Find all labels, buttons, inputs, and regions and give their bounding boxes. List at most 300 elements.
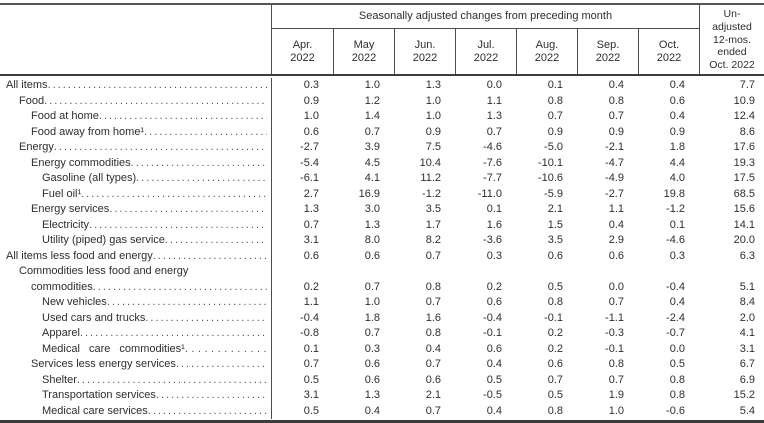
value-cell: -10.6: [537, 172, 563, 184]
value-cell: 0.4: [608, 218, 624, 231]
dot-leader: [93, 280, 267, 296]
row-label: Services less energy services: [31, 358, 176, 370]
value-cell: -4.6: [666, 234, 685, 246]
value-cell: 0.4: [669, 296, 685, 308]
unadjusted-value-cell: 4.1: [739, 327, 755, 339]
value-cell: 0.5: [486, 373, 502, 386]
value-cell: 1.5: [547, 218, 563, 231]
value-cell: 0.4: [486, 404, 502, 417]
row-label-line: [0, 187, 267, 203]
value-cell: 0.2: [303, 280, 319, 293]
row-label-cell: [0, 264, 272, 295]
value-cell: 1.3: [364, 389, 380, 401]
value-cell: 0.5: [669, 358, 685, 370]
value-cell: 2.1: [425, 389, 441, 401]
row-label: Shelter: [42, 373, 77, 386]
row-label-cell: [0, 156, 272, 172]
value-cell: 0.8: [547, 94, 563, 107]
value-cell: 0.7: [425, 404, 441, 417]
row-label-line: [0, 78, 267, 94]
value-cell: 0.3: [303, 79, 319, 91]
month-abbrev: Jul.: [477, 38, 495, 51]
unadjusted-value-cell: 6.9: [739, 373, 755, 386]
value-cell: 0.6: [303, 249, 319, 262]
row-label-cell: [0, 342, 272, 358]
dot-leader: [109, 202, 267, 218]
dot-leader: [185, 342, 267, 358]
unadjusted-value-cell: 8.4: [739, 296, 755, 308]
value-cell: -4.6: [483, 141, 502, 153]
value-cell: 1.0: [303, 110, 319, 122]
value-cell: 0.4: [425, 342, 441, 355]
row-label-line: [0, 125, 267, 141]
unadjusted-header-cell: [699, 5, 764, 74]
value-cell: 0.8: [547, 296, 563, 308]
value-cell: 0.6: [669, 94, 685, 107]
value-cell: 0.7: [425, 296, 441, 308]
value-cell: -0.1: [483, 327, 502, 339]
row-label-line: [0, 156, 267, 172]
unadjusted-value-cell: 12.4: [733, 110, 755, 122]
dot-leader: [165, 233, 267, 249]
value-cell: 1.3: [303, 203, 319, 215]
table-row: [0, 218, 764, 234]
row-label: Food away from home¹: [31, 125, 145, 138]
value-cell: 0.4: [608, 79, 624, 91]
row-label-cell: [0, 94, 272, 110]
value-cell: 7.5: [425, 141, 441, 153]
value-cell: 0.5: [547, 280, 563, 293]
month-header-cell: [272, 29, 333, 74]
table-row: [0, 404, 764, 420]
value-cell: 0.6: [547, 358, 563, 370]
row-label: New vehicles: [42, 296, 107, 308]
row-label-cell: [0, 404, 272, 420]
row-label-cell: [0, 187, 272, 203]
value-cell: 0.6: [608, 249, 624, 262]
value-cell: 0.2: [547, 327, 563, 339]
value-cell: -1.2: [422, 187, 441, 200]
month-header-cells: [272, 29, 699, 74]
value-cell: 3.1: [303, 389, 319, 401]
value-cell: 1.3: [486, 110, 502, 122]
value-cell: 0.4: [669, 79, 685, 91]
month-abbrev: Oct.: [658, 38, 680, 51]
row-label-cell: [0, 388, 272, 404]
unadjusted-value-cell: 6.7: [739, 358, 755, 370]
value-cell: 1.6: [486, 218, 502, 231]
value-cell: 1.9: [608, 389, 624, 401]
row-label: All items less food and energy: [6, 249, 153, 262]
value-cell: 1.0: [364, 79, 380, 91]
row-label: Food at home: [31, 110, 99, 122]
value-cell: 1.0: [608, 404, 624, 417]
unadjusted-value-cell: 2.0: [739, 311, 755, 324]
unadjusted-value-cell: 10.9: [733, 94, 755, 107]
value-cell: -1.1: [605, 311, 624, 324]
value-cell: 0.1: [547, 79, 563, 91]
table-row: [0, 373, 764, 389]
table-row: [0, 311, 764, 327]
unadjusted-value-cell: 3.1: [739, 342, 755, 355]
value-cell: 0.8: [669, 389, 685, 401]
dot-leader: [153, 249, 267, 265]
month-header-cell: [577, 29, 638, 74]
dot-leader: [156, 388, 267, 404]
value-cell: 1.3: [425, 79, 441, 91]
value-cell: 0.4: [486, 358, 502, 370]
row-label-line: [0, 295, 267, 311]
value-cell: -0.4: [666, 280, 685, 293]
row-label-line: [0, 388, 267, 404]
value-cell: 0.6: [425, 373, 441, 386]
month-abbrev: Apr.: [292, 38, 313, 51]
row-label-line: [0, 326, 267, 342]
dot-leader: [107, 295, 267, 311]
value-cell: 1.0: [364, 296, 380, 308]
month-header-cell: [455, 29, 516, 74]
dot-leader: [148, 404, 267, 420]
value-cell: 0.4: [364, 404, 380, 417]
value-cell: 0.5: [303, 404, 319, 417]
value-cell: -1.2: [666, 203, 685, 215]
value-cell: 0.9: [303, 94, 319, 107]
row-label-cell: [0, 373, 272, 389]
table-row: [0, 94, 764, 110]
value-cell: -7.7: [483, 172, 502, 184]
row-label: Fuel oil¹: [42, 187, 82, 200]
table-row: [0, 249, 764, 265]
value-cell: 0.6: [547, 249, 563, 262]
table-row: [0, 156, 764, 172]
table-row: [0, 125, 764, 141]
table-row: [0, 140, 764, 156]
dot-leader: [176, 357, 267, 373]
value-cell: 0.7: [608, 373, 624, 386]
value-cell: 0.6: [486, 342, 502, 355]
row-label: Used cars and trucks: [42, 311, 146, 324]
value-cell: 0.7: [547, 373, 563, 386]
value-cell: 3.5: [547, 234, 563, 246]
value-cell: 1.3: [364, 218, 380, 231]
row-label-cell: [0, 326, 272, 342]
seasonally-adjusted-group: [272, 5, 699, 74]
row-label-cell: [0, 233, 272, 249]
value-cell: 8.2: [425, 234, 441, 246]
month-year: 2022: [351, 51, 377, 64]
row-label-line: [0, 140, 267, 156]
unadjusted-value-cell: 19.3: [733, 156, 755, 169]
value-cell: -7.6: [483, 156, 502, 169]
value-cell: 0.7: [303, 358, 319, 370]
row-label-line: [0, 280, 267, 296]
row-label-cell: [0, 311, 272, 327]
dot-leader: [44, 94, 267, 110]
value-cell: 0.6: [364, 373, 380, 386]
row-label-line: [0, 249, 267, 265]
value-cell: -10.1: [537, 156, 563, 169]
table-row: [0, 109, 764, 125]
dot-leader: [89, 218, 267, 234]
value-cell: 1.1: [486, 94, 502, 107]
value-cell: 0.1: [303, 342, 319, 355]
value-cell: 1.0: [425, 110, 441, 122]
month-abbrev: Sep.: [596, 38, 620, 51]
value-cell: 0.9: [547, 125, 563, 138]
value-cell: 1.2: [364, 94, 380, 107]
dot-leader: [136, 171, 267, 187]
value-cell: 8.0: [364, 234, 380, 246]
value-cell: 2.9: [608, 234, 624, 246]
value-cell: 4.4: [669, 156, 685, 169]
month-year: 2022: [412, 51, 438, 64]
unadjusted-value-cell: 6.3: [739, 249, 755, 262]
row-label-cell: [0, 202, 272, 218]
dot-leader: [131, 156, 267, 172]
value-cell: 0.6: [364, 358, 380, 370]
value-cell: 0.7: [364, 125, 380, 138]
row-label-line: [0, 373, 267, 389]
value-cell: 0.1: [669, 218, 685, 231]
table-body: [0, 76, 764, 420]
unadjusted-value-cell: 5.4: [739, 404, 755, 417]
table-row: [0, 187, 764, 203]
value-cell: 0.3: [669, 249, 685, 262]
row-label: Energy: [19, 141, 54, 153]
value-cell: 0.8: [425, 327, 441, 339]
value-cell: 0.4: [669, 110, 685, 122]
month-abbrev: Jun.: [414, 38, 436, 51]
value-cell: 4.0: [669, 172, 685, 184]
unadjusted-header-line: ended: [717, 46, 747, 59]
value-cell: 0.0: [669, 342, 685, 355]
value-cell: 10.4: [419, 156, 441, 169]
month-year: 2022: [595, 51, 621, 64]
month-header-cell: [516, 29, 577, 74]
value-cell: 0.8: [547, 404, 563, 417]
value-cell: -2.7: [605, 187, 624, 200]
value-cell: -0.6: [666, 404, 685, 417]
table-header: [0, 5, 764, 76]
dot-leader: [80, 326, 267, 342]
unadjusted-value-cell: 15.6: [733, 203, 755, 215]
row-label-line: [0, 233, 267, 249]
value-cell: 0.6: [364, 249, 380, 262]
row-label-line: [0, 218, 267, 234]
row-label-line: [0, 357, 267, 373]
row-label: Medical care commodities¹: [42, 342, 185, 355]
value-cell: 0.6: [303, 125, 319, 138]
row-label-line: [0, 342, 267, 358]
value-cell: -2.1: [605, 141, 624, 153]
row-label-line: [0, 171, 267, 187]
dot-leader: [77, 373, 267, 389]
value-cell: 1.1: [608, 203, 624, 215]
row-label-cell: [0, 218, 272, 234]
table-row: [0, 78, 764, 94]
value-cell: 0.2: [486, 280, 502, 293]
value-cell: 0.7: [425, 358, 441, 370]
value-cell: -0.7: [666, 327, 685, 339]
value-cell: 0.7: [608, 110, 624, 122]
value-cell: 0.8: [608, 358, 624, 370]
value-cell: 3.0: [364, 203, 380, 215]
value-cell: 0.8: [425, 280, 441, 293]
group-title: Seasonally adjusted changes from preceding month: [272, 5, 699, 29]
table-row: [0, 342, 764, 358]
value-cell: 0.5: [547, 389, 563, 401]
value-cell: -0.8: [300, 327, 319, 339]
value-cell: 0.3: [486, 249, 502, 262]
value-cell: -5.0: [544, 141, 563, 153]
row-label: All items: [6, 79, 48, 91]
dot-leader: [48, 78, 267, 94]
unadjusted-value-cell: 17.5: [733, 172, 755, 184]
value-cell: 3.5: [425, 203, 441, 215]
value-cell: 0.1: [486, 203, 502, 215]
month-year: 2022: [656, 51, 682, 64]
row-label: Food: [19, 94, 45, 107]
row-label-cell: [0, 78, 272, 94]
value-cell: -0.1: [544, 311, 563, 324]
dot-leader: [145, 311, 267, 327]
dot-leader: [81, 187, 267, 203]
value-cell: 0.7: [364, 327, 380, 339]
row-label-cell: [0, 171, 272, 187]
value-cell: 0.7: [303, 218, 319, 231]
value-cell: 0.9: [425, 125, 441, 138]
value-cell: -5.9: [544, 187, 563, 200]
dot-leader: [54, 140, 267, 156]
value-cell: -0.4: [300, 311, 319, 324]
value-cell: 0.9: [669, 125, 685, 138]
row-label-line: [0, 311, 267, 327]
value-cell: 0.8: [608, 94, 624, 107]
value-cell: 1.7: [425, 218, 441, 231]
value-cell: 0.5: [303, 373, 319, 386]
row-label-cell: [0, 357, 272, 373]
value-cell: 11.2: [420, 172, 441, 184]
value-cell: 2.7: [303, 187, 319, 200]
value-cell: 1.1: [303, 296, 319, 308]
value-cell: 0.3: [364, 342, 380, 355]
row-label-line: [0, 94, 267, 110]
row-label: Medical care services: [42, 404, 148, 417]
value-cell: -0.3: [605, 327, 624, 339]
row-label-line: [0, 404, 267, 420]
value-cell: 3.9: [364, 141, 380, 153]
row-label: Energy services: [31, 203, 110, 215]
value-cell: -2.4: [666, 311, 685, 324]
table-row: [0, 202, 764, 218]
unadjusted-value-cell: 20.0: [733, 234, 755, 246]
unadjusted-value-cell: 17.6: [733, 141, 755, 153]
value-cell: -0.1: [605, 342, 624, 355]
month-abbrev: May: [353, 38, 375, 51]
month-header-cell: [394, 29, 455, 74]
value-cell: 1.4: [364, 110, 380, 122]
table-row: [0, 295, 764, 311]
table-row: [0, 357, 764, 373]
value-cell: 0.2: [547, 342, 563, 355]
value-cell: -0.5: [483, 389, 502, 401]
value-cell: 1.8: [364, 311, 380, 324]
unadjusted-header-line: adjusted: [712, 20, 752, 33]
value-cell: 4.5: [364, 156, 380, 169]
row-label-cell: [0, 125, 272, 141]
month-year: 2022: [534, 51, 560, 64]
unadjusted-header-line: 12-mos.: [713, 33, 751, 46]
value-cell: 16.9: [358, 187, 380, 200]
table-row: [0, 264, 764, 295]
value-cell: 0.9: [608, 125, 624, 138]
month-year: 2022: [473, 51, 499, 64]
value-cell: -11.0: [477, 187, 502, 200]
row-label-cell: [0, 295, 272, 311]
month-header-cell: [333, 29, 394, 74]
unadjusted-header-line: Un-: [723, 8, 741, 20]
row-label: Transportation services: [42, 389, 156, 401]
value-cell: 4.1: [364, 172, 380, 184]
row-label: Electricity: [42, 218, 90, 231]
row-label: Utility (piped) gas service: [42, 234, 165, 246]
value-cell: 0.7: [608, 296, 624, 308]
stub-header-cell: [0, 5, 272, 74]
value-cell: 1.6: [425, 311, 441, 324]
cpi-table: [0, 3, 764, 423]
value-cell: 2.1: [547, 203, 563, 215]
unadjusted-value-cell: 8.6: [739, 125, 755, 138]
value-cell: -0.4: [483, 311, 502, 324]
row-label-cell: [0, 109, 272, 125]
value-cell: 1.8: [669, 141, 685, 153]
row-label: Energy commodities: [31, 156, 131, 169]
value-cell: 0.6: [486, 296, 502, 308]
value-cell: -4.7: [605, 156, 624, 169]
dot-leader: [144, 125, 267, 141]
dot-leader: [99, 109, 267, 125]
unadjusted-header-line: Oct. 2022: [709, 59, 755, 72]
row-label: Gasoline (all types): [42, 172, 137, 184]
value-cell: 0.8: [669, 373, 685, 386]
month-year: 2022: [290, 51, 315, 64]
month-header-cell: [638, 29, 699, 74]
unadjusted-value-cell: 14.1: [733, 218, 755, 231]
row-label-cell: [0, 249, 272, 265]
row-label: commodities: [31, 280, 93, 293]
table-row: [0, 388, 764, 404]
row-label-line: [0, 109, 267, 125]
unadjusted-value-cell: 5.1: [739, 280, 755, 293]
row-label-line: [0, 202, 267, 218]
table-row: [0, 326, 764, 342]
value-cell: 0.7: [364, 280, 380, 293]
value-cell: 3.1: [303, 234, 319, 246]
month-abbrev: Aug.: [535, 38, 559, 51]
table-row: [0, 171, 764, 187]
value-cell: -6.1: [300, 172, 319, 184]
row-label: Apparel: [42, 327, 80, 339]
value-cell: 0.7: [486, 125, 502, 138]
value-cell: 0.0: [608, 280, 624, 293]
row-label-cell: [0, 140, 272, 156]
unadjusted-value-cell: 68.5: [733, 187, 755, 200]
table-row: [0, 233, 764, 249]
value-cell: 19.8: [663, 187, 685, 200]
value-cell: 0.0: [486, 79, 502, 91]
value-cell: -2.7: [300, 141, 319, 153]
value-cell: 1.0: [425, 94, 441, 107]
